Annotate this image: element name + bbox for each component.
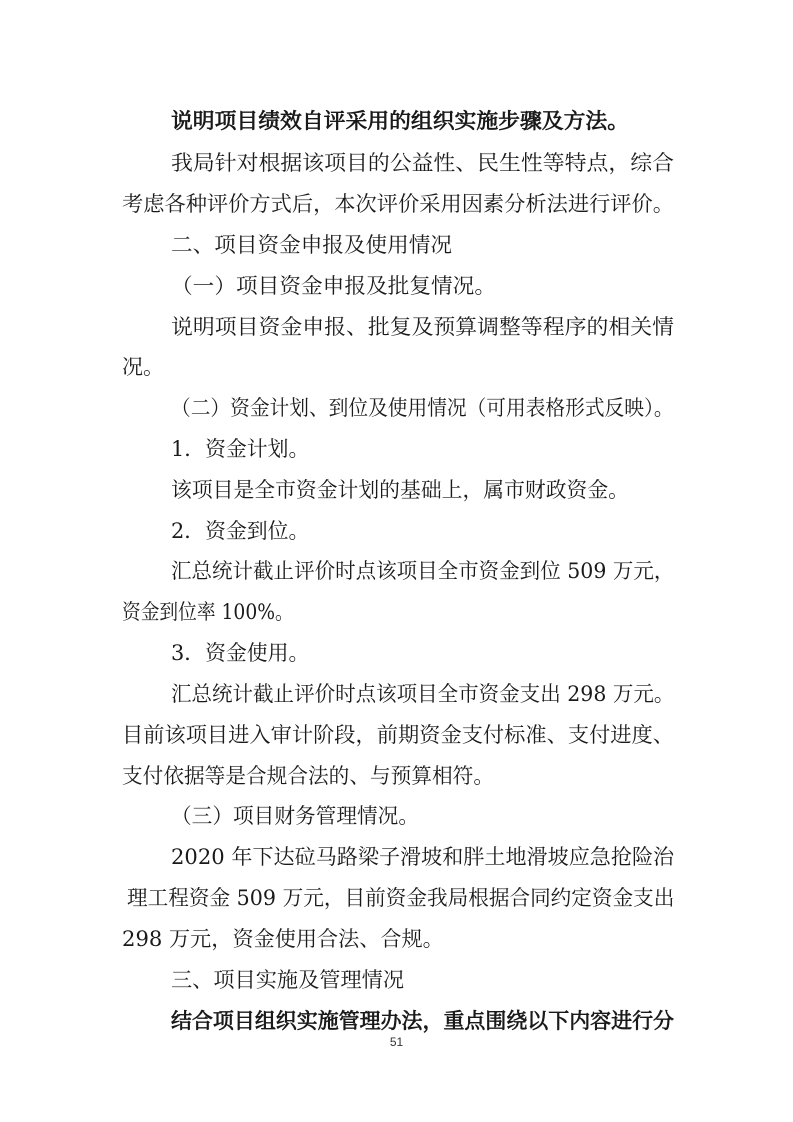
paragraph-line: 考虑各种评价方式后，本次评价采用因素分析法进行评价。	[122, 192, 675, 216]
paragraph-line: 支付依据等是合规合法的、与预算相符。	[122, 764, 494, 788]
paragraph-line: 2020 年下达砬马路梁子滑坡和胖土地滑坡应急抢险治	[171, 845, 675, 869]
paragraph-line: 目前该项目进入审计阶段，前期资金支付标准、支付进度、	[122, 723, 675, 747]
subsection-heading-3: （三）项目财务管理情况。	[171, 804, 419, 828]
paragraph-line: 我局针对根据该项目的公益性、民生性等特点，综合	[171, 151, 674, 175]
item-heading-2: 2．资金到位。	[171, 519, 310, 543]
paragraph-line: 298 万元，资金使用合法、合规。	[122, 927, 444, 951]
paragraph-line: 汇总统计截止评价时点该项目全市资金支出 298 万元。	[171, 682, 675, 706]
bold-paragraph-line: 结合项目组织实施管理办法，重点围绕以下内容进行分	[171, 1009, 674, 1033]
paragraph-line: 资金到位率 100%。	[122, 600, 294, 624]
section-heading-3: 三、项目实施及管理情况	[171, 968, 404, 992]
paragraph-line: 汇总统计截止评价时点该项目全市资金到位 509 万元，	[171, 559, 675, 583]
item-heading-1: 1．资金计划。	[171, 437, 310, 461]
section-heading-2: 二、项目资金申报及使用情况	[171, 233, 452, 257]
item-heading-3: 3．资金使用。	[171, 641, 310, 665]
paragraph-line: 理工程资金 509 万元，目前资金我局根据合同约定资金支出	[127, 886, 675, 910]
heading-method: 说明项目绩效自评采用的组织实施步骤及方法。	[171, 109, 629, 133]
page-number: 51	[389, 1035, 404, 1049]
subsection-heading-1: （一）项目资金申报及批复情况。	[171, 274, 496, 298]
paragraph-line: 况。	[122, 355, 164, 379]
subsection-heading-2: （二）资金计划、到位及使用情况（可用表格形式反映）。	[171, 396, 674, 420]
paragraph-line: 说明项目资金申报、批复及预算调整等程序的相关情	[171, 315, 674, 339]
paragraph-line: 该项目是全市资金计划的基础上，属市财政资金。	[171, 478, 629, 502]
